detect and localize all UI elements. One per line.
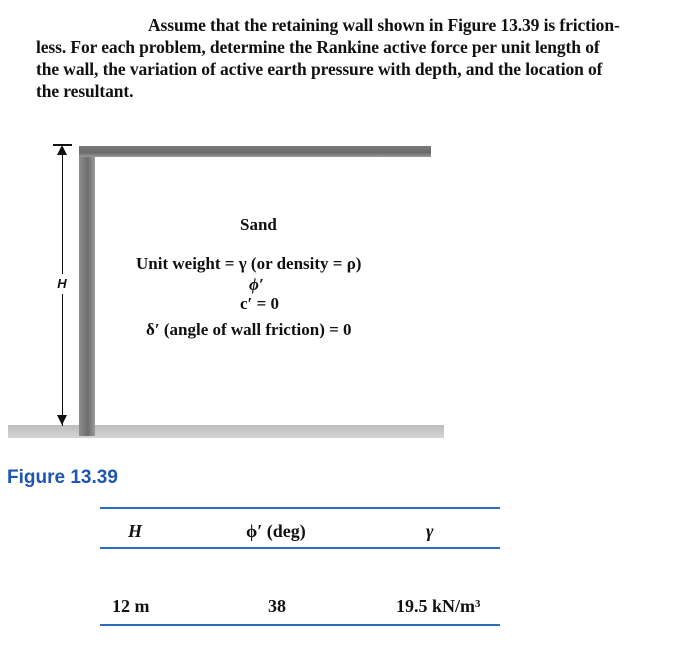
table-rule-top <box>100 507 500 509</box>
table-cell: 19.5 kN/m³ <box>396 596 481 616</box>
backfill-surface <box>79 146 431 157</box>
arrow-up-icon <box>57 145 67 155</box>
soil-unit-weight: Unit weight = γ (or density = ρ) <box>136 254 362 273</box>
table-rule-bottom <box>100 624 500 626</box>
retaining-wall-stem <box>79 146 95 436</box>
soil-cohesion: c′ = 0 <box>240 294 280 313</box>
table-cell: 38 <box>268 596 286 616</box>
header-height: H <box>128 521 143 541</box>
retaining-wall-figure <box>0 140 700 450</box>
arrow-down-icon <box>57 415 67 425</box>
header-friction-angle: ϕ′ (deg) <box>246 521 306 541</box>
height-label: H <box>52 274 72 294</box>
table-rule-header <box>100 547 500 549</box>
soil-friction-angle: ϕ′ <box>249 275 264 294</box>
table-cell: 12 m <box>112 596 150 616</box>
header-unit-weight: γ <box>426 521 434 541</box>
figure-caption: Figure 13.39 <box>7 467 118 488</box>
soil-name: Sand <box>240 215 277 234</box>
problem-line-2: less. For each problem, determine the Rankine active force per unit length of <box>36 37 600 57</box>
problem-line-4: the resultant. <box>36 81 134 101</box>
wall-friction-angle: δ′ (angle of wall friction) = 0 <box>146 320 352 339</box>
ground-base <box>8 425 444 438</box>
problem-line-1: Assume that the retaining wall shown in Figure 13.39 is friction- <box>148 15 620 35</box>
problem-line-3: the wall, the variation of active earth pressure with depth, and the location of <box>36 59 603 79</box>
problem-statement <box>36 14 690 102</box>
